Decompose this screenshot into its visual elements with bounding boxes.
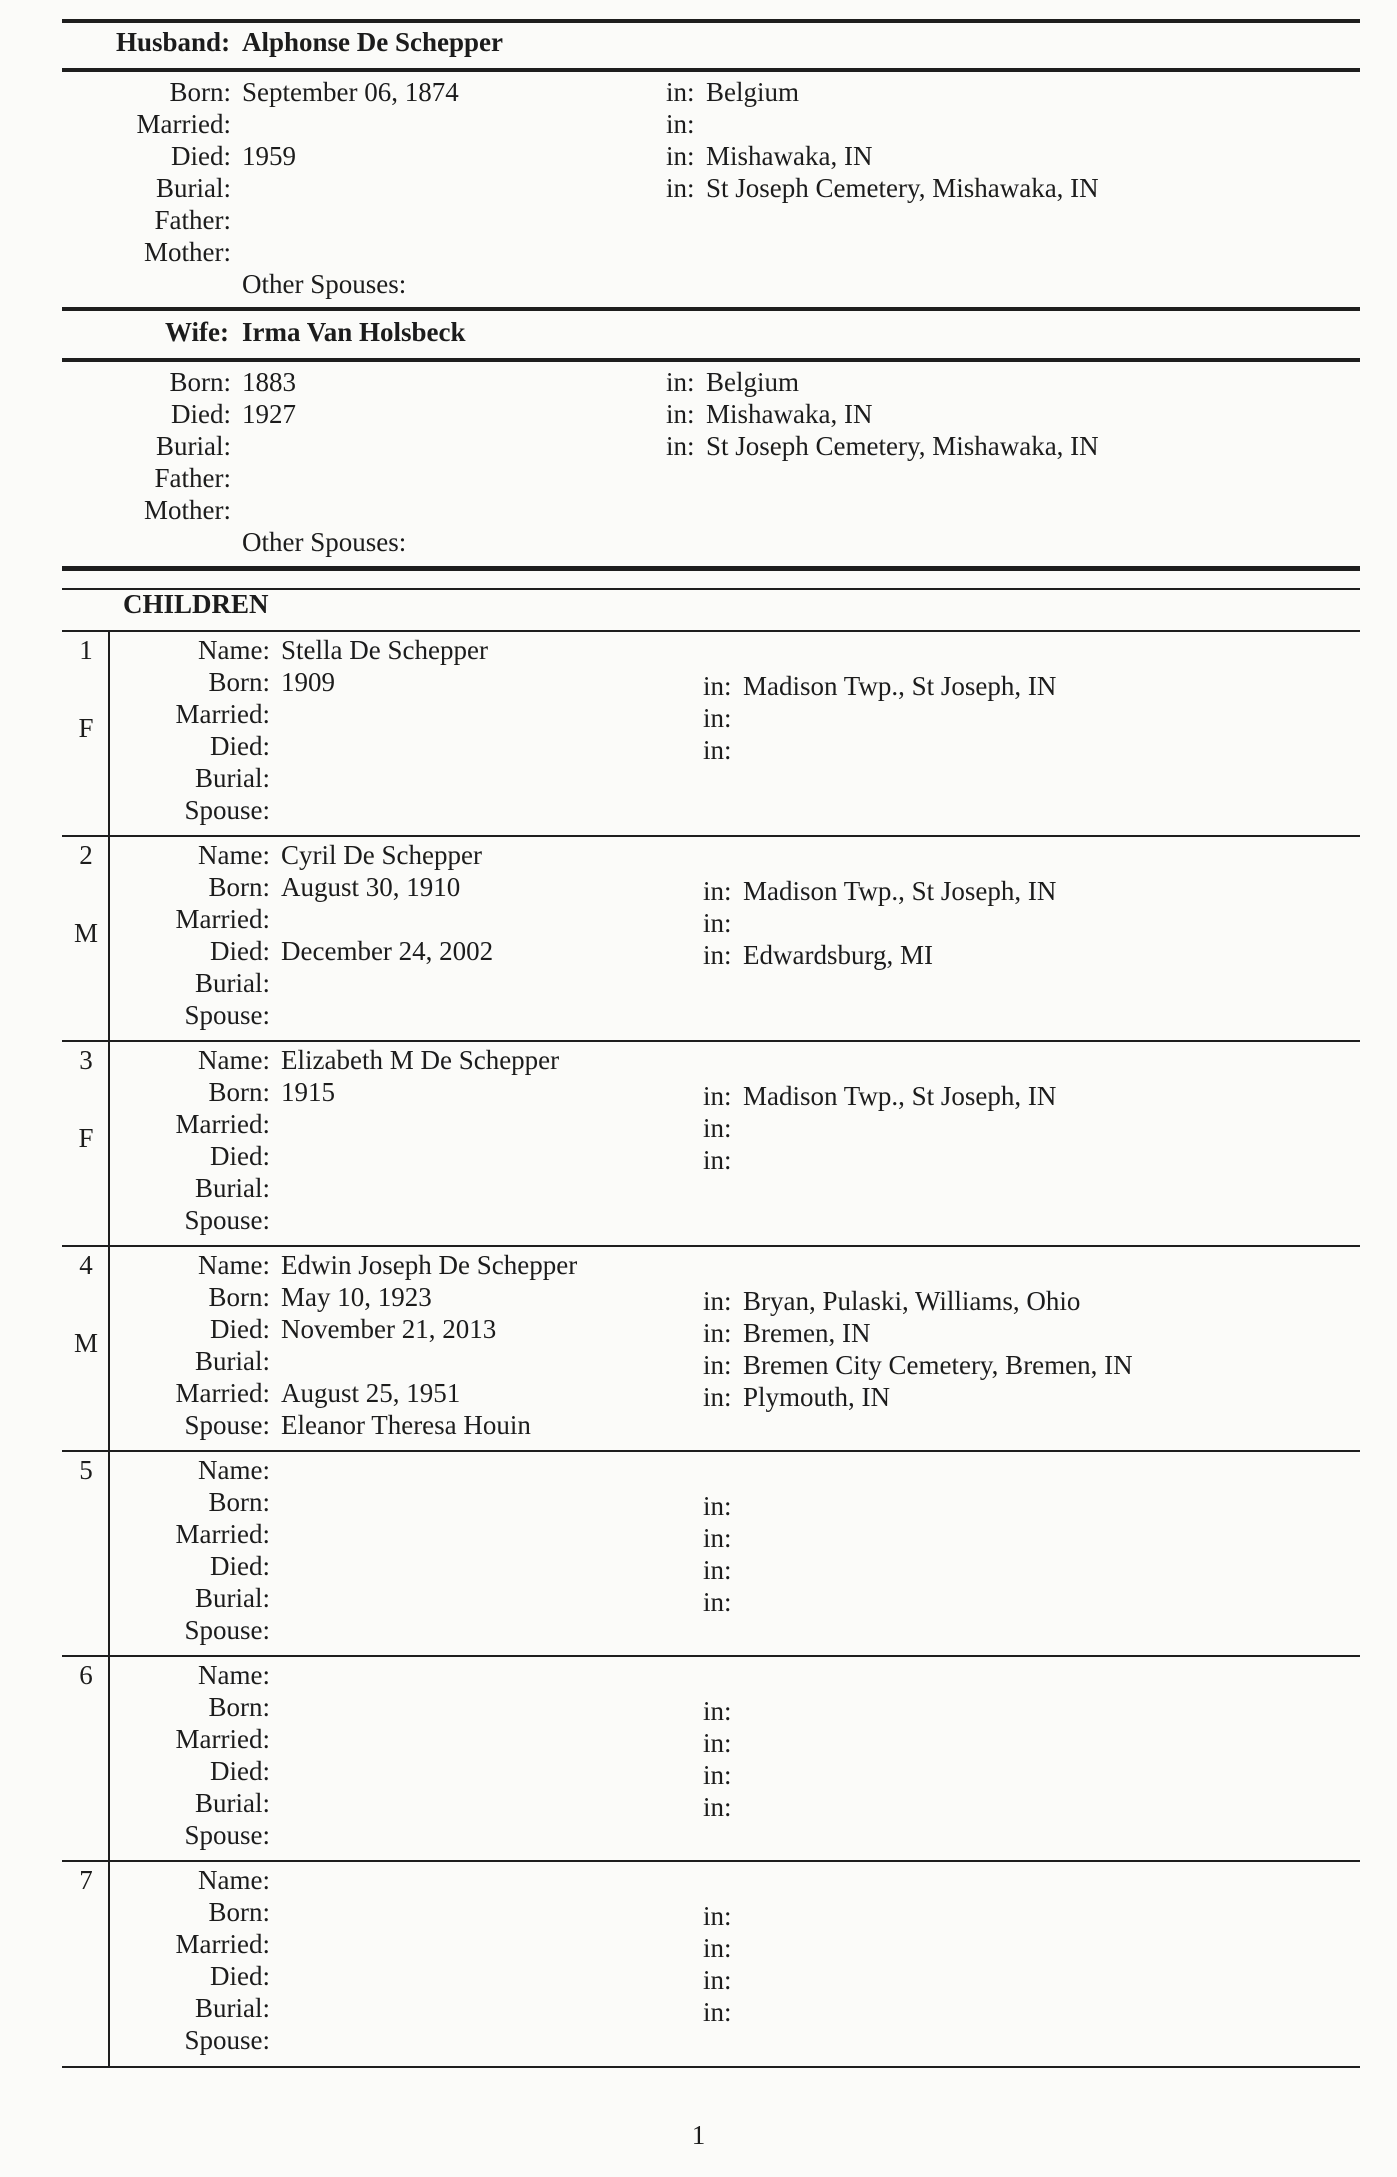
wife-heading-label: Wife: (165, 317, 229, 347)
wife-other-spouses: Other Spouses: (242, 527, 407, 557)
child-sex: M (73, 918, 98, 948)
child-field-in: in: (703, 1760, 732, 1790)
child-field-label: Married: (175, 1724, 270, 1754)
child-field-label: Born: (208, 667, 270, 697)
wife-died-place: Mishawaka, IN (706, 399, 873, 429)
husband-burial-label: Burial: (156, 173, 231, 203)
wife-mother-label: Mother: (144, 495, 231, 525)
child-field-value: November 21, 2013 (281, 1314, 497, 1344)
child-field-label: Spouse: (184, 2025, 270, 2055)
child-field-label: Burial: (195, 1993, 270, 2023)
child-field-label: Married: (175, 1109, 270, 1139)
child-field-in: in: (703, 1587, 732, 1617)
wife-born-place: Belgium (706, 367, 799, 397)
child-field-in: in: (703, 1728, 732, 1758)
child-number: 7 (79, 1865, 93, 1895)
husband-married-in: in: (666, 109, 695, 139)
child-separator-rule (62, 835, 1360, 837)
child-field-value: Eleanor Theresa Houin (281, 1410, 531, 1440)
child-field-label: Name: (198, 840, 270, 870)
husband-burial-place: St Joseph Cemetery, Mishawaka, IN (706, 173, 1099, 203)
child-field-in: in: (703, 671, 732, 701)
child-field-value: December 24, 2002 (281, 936, 494, 966)
husband-died-label: Died: (171, 141, 231, 171)
child-field-value: Stella De Schepper (281, 635, 488, 665)
child-field-value: August 30, 1910 (281, 872, 461, 902)
husband-died-value: 1959 (242, 141, 296, 171)
husband-married-label: Married: (136, 109, 231, 139)
wife-died-in: in: (666, 399, 695, 429)
child-field-in: in: (703, 1696, 732, 1726)
husband-other-spouses: Other Spouses: (242, 269, 407, 299)
children-bottom-rule (62, 2066, 1360, 2068)
child-field-label: Spouse: (184, 1615, 270, 1645)
child-field-place: Bremen, IN (743, 1318, 871, 1348)
wife-born-value: 1883 (242, 367, 296, 397)
child-field-label: Burial: (195, 1583, 270, 1613)
child-separator-rule (62, 1860, 1360, 1862)
child-sex: F (78, 713, 94, 743)
child-field-label: Died: (210, 1314, 270, 1344)
wife-burial-place: St Joseph Cemetery, Mishawaka, IN (706, 431, 1099, 461)
page-number: 1 (691, 2120, 706, 2150)
child-field-label: Died: (210, 1551, 270, 1581)
child-index-divider (108, 630, 110, 2066)
child-field-label: Married: (175, 1378, 270, 1408)
child-field-label: Born: (208, 1282, 270, 1312)
child-number: 4 (79, 1250, 93, 1280)
child-number: 2 (79, 840, 93, 870)
child-field-label: Name: (198, 1865, 270, 1895)
child-number: 3 (79, 1045, 93, 1075)
child-field-label: Name: (198, 1455, 270, 1485)
child-field-label: Burial: (195, 763, 270, 793)
husband-born-label: Born: (169, 77, 231, 107)
child-field-in: in: (703, 1491, 732, 1521)
husband-rule (62, 68, 1360, 72)
child-field-label: Married: (175, 699, 270, 729)
child-field-label: Burial: (195, 968, 270, 998)
child-field-label: Born: (208, 1897, 270, 1927)
child-field-in: in: (703, 876, 732, 906)
child-field-in: in: (703, 1523, 732, 1553)
child-field-label: Died: (210, 1141, 270, 1171)
child-separator-rule (62, 1450, 1360, 1452)
child-field-in: in: (703, 1350, 732, 1380)
children-heading: CHILDREN (123, 589, 269, 619)
child-field-label: Died: (210, 1961, 270, 1991)
child-number: 1 (79, 635, 93, 665)
child-field-label: Spouse: (184, 1820, 270, 1850)
husband-mother-label: Mother: (144, 237, 231, 267)
child-field-label: Married: (175, 1519, 270, 1549)
child-field-in: in: (703, 1081, 732, 1111)
child-field-in: in: (703, 1113, 732, 1143)
wife-born-in: in: (666, 367, 695, 397)
child-sex: M (73, 1328, 98, 1358)
child-number: 6 (79, 1660, 93, 1690)
child-field-place: Madison Twp., St Joseph, IN (743, 671, 1057, 701)
child-field-in: in: (703, 1555, 732, 1585)
child-field-in: in: (703, 703, 732, 733)
child-number: 5 (79, 1455, 93, 1485)
wife-rule (62, 358, 1360, 362)
child-field-in: in: (703, 1933, 732, 1963)
child-field-label: Spouse: (184, 1000, 270, 1030)
wife-father-label: Father: (154, 463, 231, 493)
child-separator-rule (62, 1040, 1360, 1042)
child-separator-rule (62, 1245, 1360, 1247)
child-field-place: Bremen City Cemetery, Bremen, IN (743, 1350, 1133, 1380)
husband-born-in: in: (666, 77, 695, 107)
child-field-value: August 25, 1951 (281, 1378, 461, 1408)
wife-burial-label: Burial: (156, 431, 231, 461)
child-field-in: in: (703, 1145, 732, 1175)
child-field-in: in: (703, 1965, 732, 1995)
child-field-value: Elizabeth M De Schepper (281, 1045, 560, 1075)
child-field-label: Name: (198, 635, 270, 665)
husband-name: Alphonse De Schepper (242, 27, 504, 57)
child-field-label: Married: (175, 904, 270, 934)
child-field-label: Died: (210, 1756, 270, 1786)
child-field-label: Married: (175, 1929, 270, 1959)
child-field-place: Bryan, Pulaski, Williams, Ohio (743, 1286, 1081, 1316)
child-field-place: Madison Twp., St Joseph, IN (743, 876, 1057, 906)
wife-top-rule (62, 307, 1360, 311)
child-field-label: Born: (208, 872, 270, 902)
child-field-label: Burial: (195, 1173, 270, 1203)
husband-father-label: Father: (154, 205, 231, 235)
child-field-value: May 10, 1923 (281, 1282, 432, 1312)
wife-burial-in: in: (666, 431, 695, 461)
child-field-label: Name: (198, 1045, 270, 1075)
child-field-label: Born: (208, 1487, 270, 1517)
child-field-value: Cyril De Schepper (281, 840, 482, 870)
child-field-label: Name: (198, 1250, 270, 1280)
child-field-in: in: (703, 1382, 732, 1412)
child-field-in: in: (703, 908, 732, 938)
child-field-in: in: (703, 940, 732, 970)
top-rule (62, 19, 1360, 23)
husband-heading-label: Husband: (116, 27, 231, 57)
husband-died-in: in: (666, 141, 695, 171)
children-header-rule (62, 630, 1360, 632)
wife-died-label: Died: (171, 399, 231, 429)
wife-born-label: Born: (169, 367, 231, 397)
child-field-place: Madison Twp., St Joseph, IN (743, 1081, 1057, 1111)
husband-born-place: Belgium (706, 77, 799, 107)
child-field-in: in: (703, 735, 732, 765)
child-field-in: in: (703, 1997, 732, 2027)
child-field-place: Plymouth, IN (743, 1382, 891, 1412)
child-field-label: Burial: (195, 1346, 270, 1376)
husband-born-value: September 06, 1874 (242, 77, 459, 107)
child-field-value: 1915 (281, 1077, 335, 1107)
children-top-rule (62, 566, 1360, 571)
child-field-in: in: (703, 1318, 732, 1348)
child-field-in: in: (703, 1792, 732, 1822)
child-field-label: Born: (208, 1692, 270, 1722)
child-field-label: Burial: (195, 1788, 270, 1818)
child-field-label: Died: (210, 936, 270, 966)
wife-name: Irma Van Holsbeck (242, 317, 466, 347)
child-separator-rule (62, 1655, 1360, 1657)
child-sex: F (78, 1123, 94, 1153)
child-field-value: 1909 (281, 667, 335, 697)
child-field-in: in: (703, 1901, 732, 1931)
husband-died-place: Mishawaka, IN (706, 141, 873, 171)
wife-died-value: 1927 (242, 399, 296, 429)
child-field-label: Born: (208, 1077, 270, 1107)
child-field-label: Spouse: (184, 1410, 270, 1440)
child-field-label: Name: (198, 1660, 270, 1690)
child-field-place: Edwardsburg, MI (743, 940, 933, 970)
child-field-label: Spouse: (184, 795, 270, 825)
child-field-value: Edwin Joseph De Schepper (281, 1250, 578, 1280)
husband-burial-in: in: (666, 173, 695, 203)
child-field-label: Spouse: (184, 1205, 270, 1235)
child-field-in: in: (703, 1286, 732, 1316)
child-field-label: Died: (210, 731, 270, 761)
